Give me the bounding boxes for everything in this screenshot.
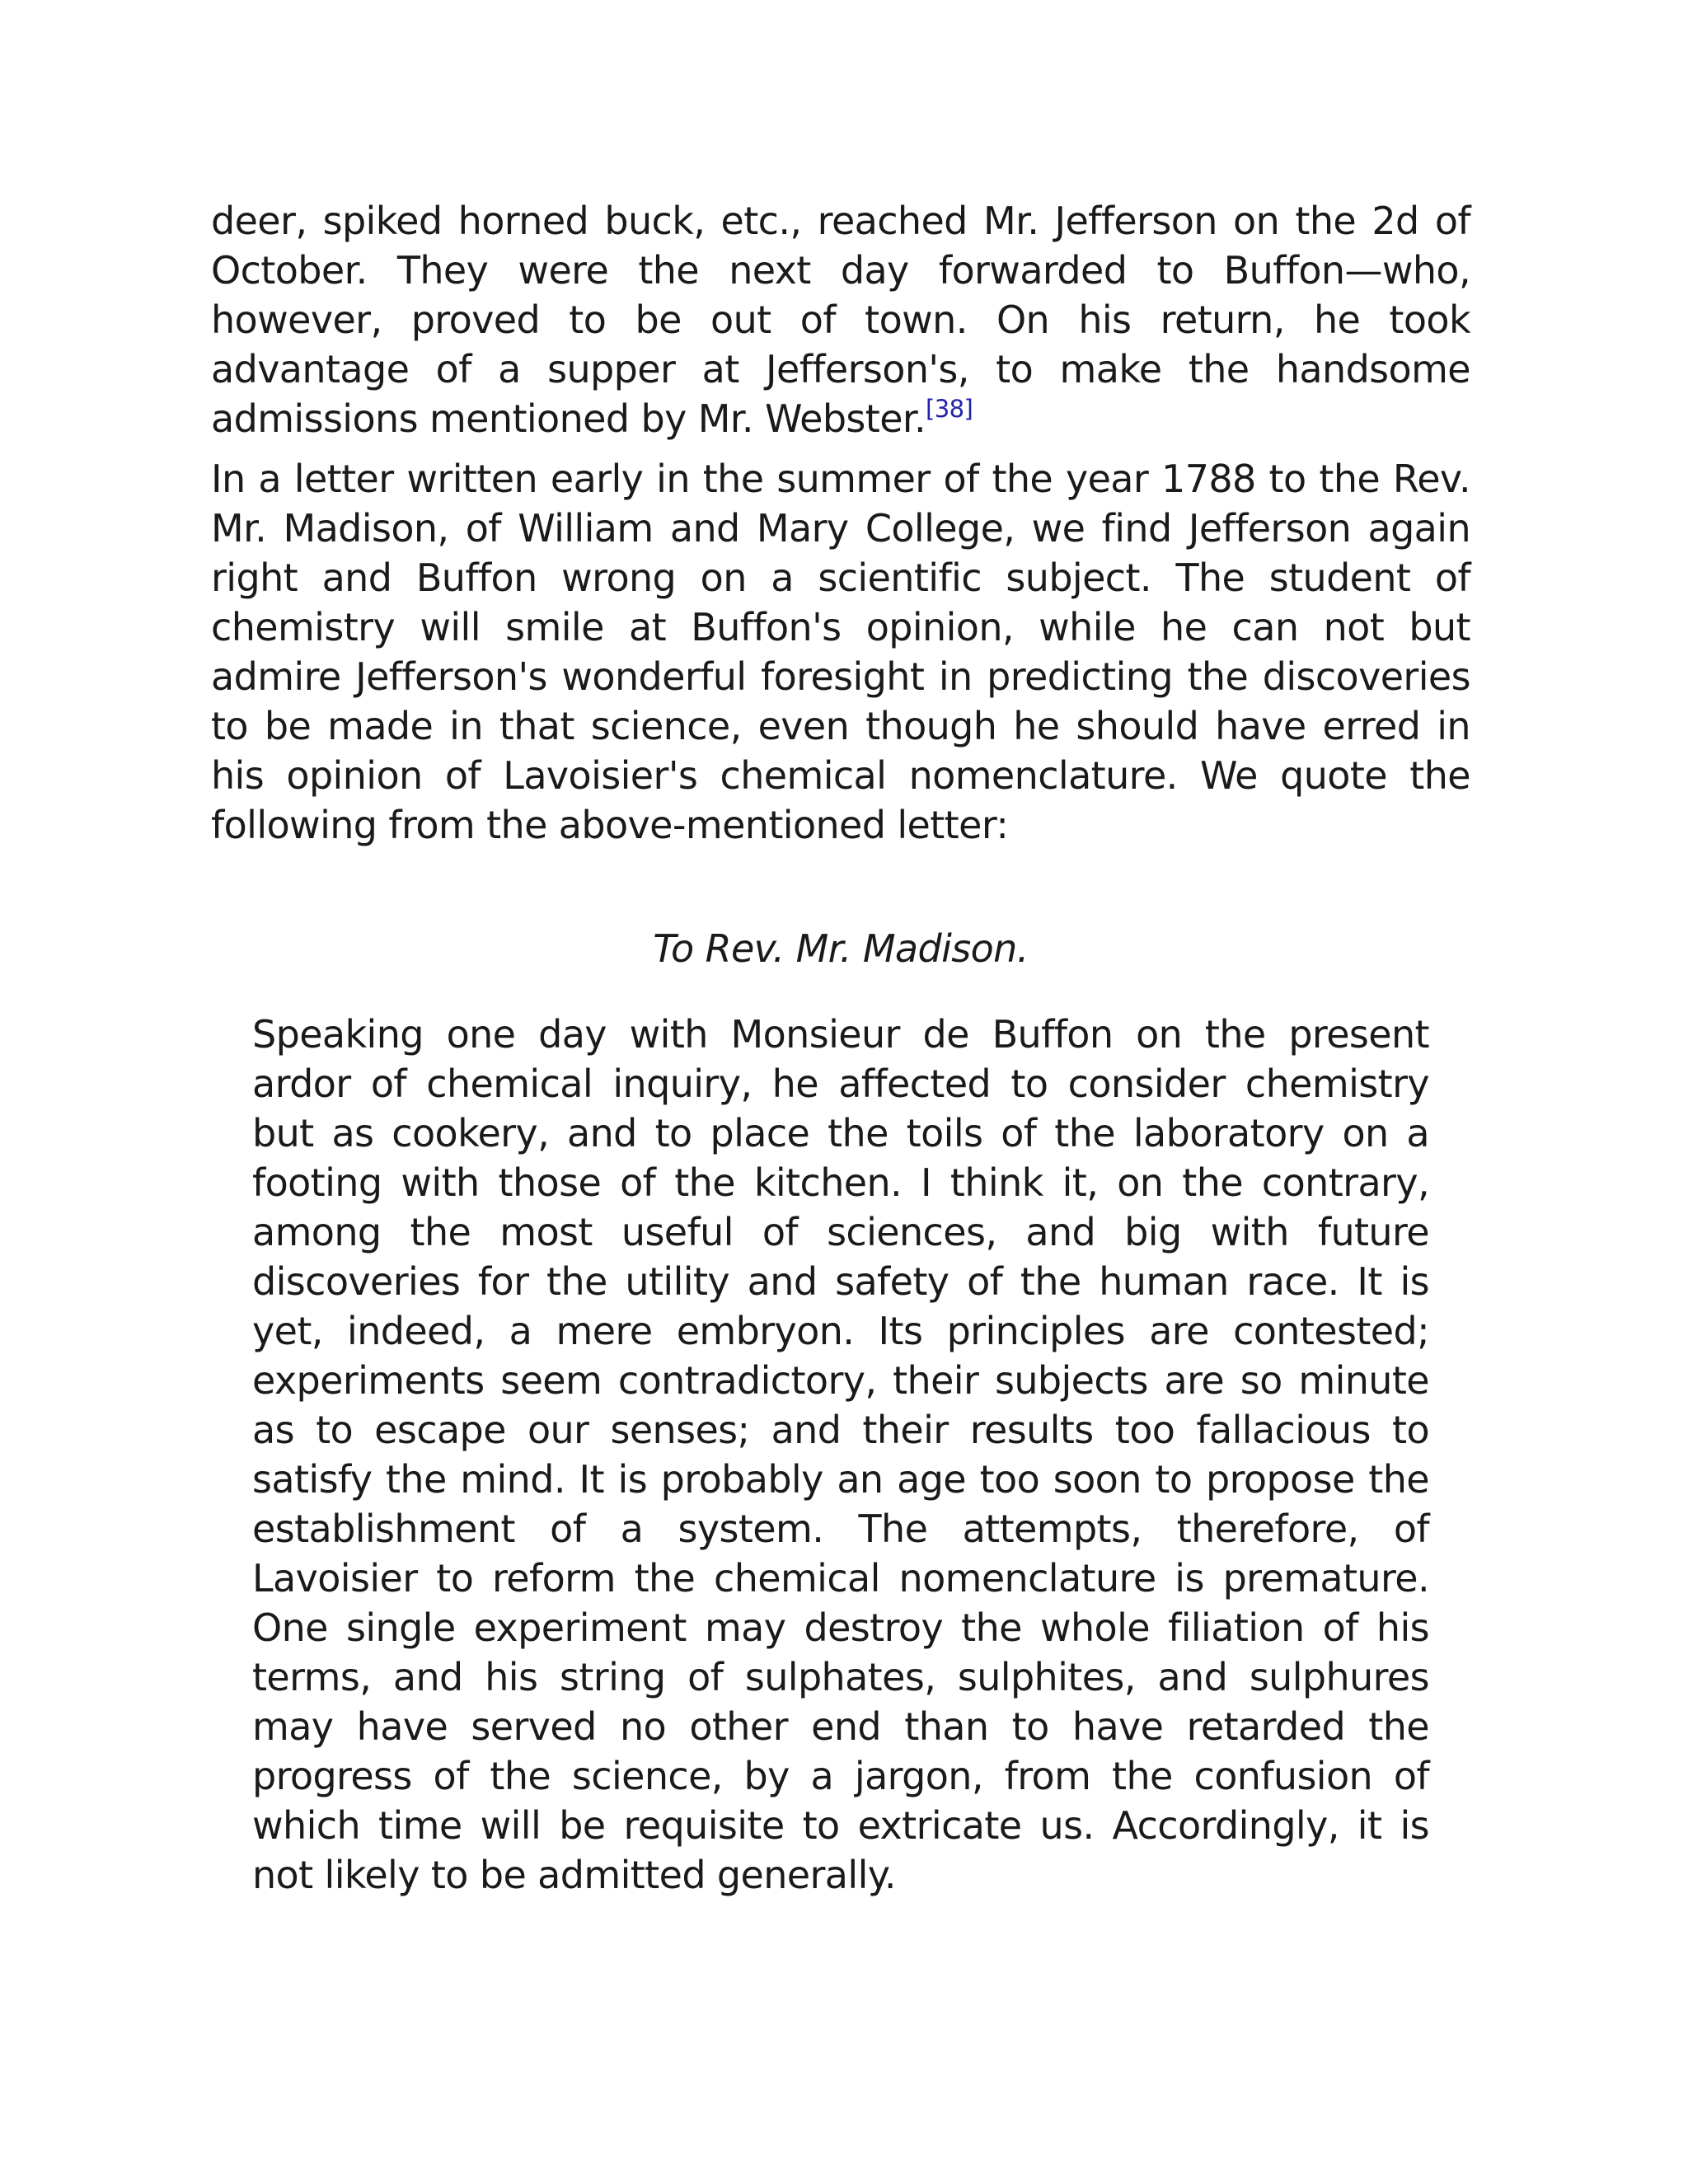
paragraph-2-text: In a letter written early in the summer of the year 1788 to the Rev. Mr. Madison, of William and Mary College, we find Jefferson again right and Buffon wrong on a scientific subject. The student of chemistry will smile at Buffon's opinion, while he can not but admire Jefferson's wonderful foresight in predicting the discoveries to be made in that science, even though he should have erred in his opinion of Lavoisier's chemical nomenclature. We quote the following from the above-mentioned letter: [211,457,1470,847]
paragraph-1 [211,196,1470,443]
letter-heading: To Rev. Mr. Madison. [653,926,1029,971]
footnote-link-38[interactable]: [38] [926,395,973,423]
paragraph-1-text: deer, spiked horned buck, etc., reached Mr. Jefferson on the 2d of October. They were the next day forwarded to Buffon—who, however, proved to be out of town. On his return, he took advantage of a supper at Jefferson's, to make the handsome admissions mentioned by Mr. Webster. [211,199,1470,441]
letter-quote: Speaking one day with Monsieur de Buffon on the present ardor of chemical inquiry, he affected to consider chemistry but as cookery, and to place the toils of the laboratory on a footing with those of the kitchen. I think it, on the contrary, among the most useful of sciences, and big with future discoveries for the utility and safety of the human race. It is yet, indeed, a mere embryon. Its principles are contested; experiments seem contradictory, their subjects are so minute as to escape our senses; and their results too fallacious to satisfy the mind. It is probably an age too soon to propose the establishment of a system. The attempts, therefore, of Lavoisier to reform the chemical nomenclature is premature. One single experiment may destroy the whole filiation of his terms, and his string of sulphates, sulphites, and sulphures may have served no other end than to have retarded the progress of the science, by a jargon, from the confusion of which time will be requisite to extricate us. Accordingly, it is not likely to be admitted generally. [252,1012,1429,1897]
paragraph-2 [211,454,1470,850]
document-page [211,196,1470,1900]
